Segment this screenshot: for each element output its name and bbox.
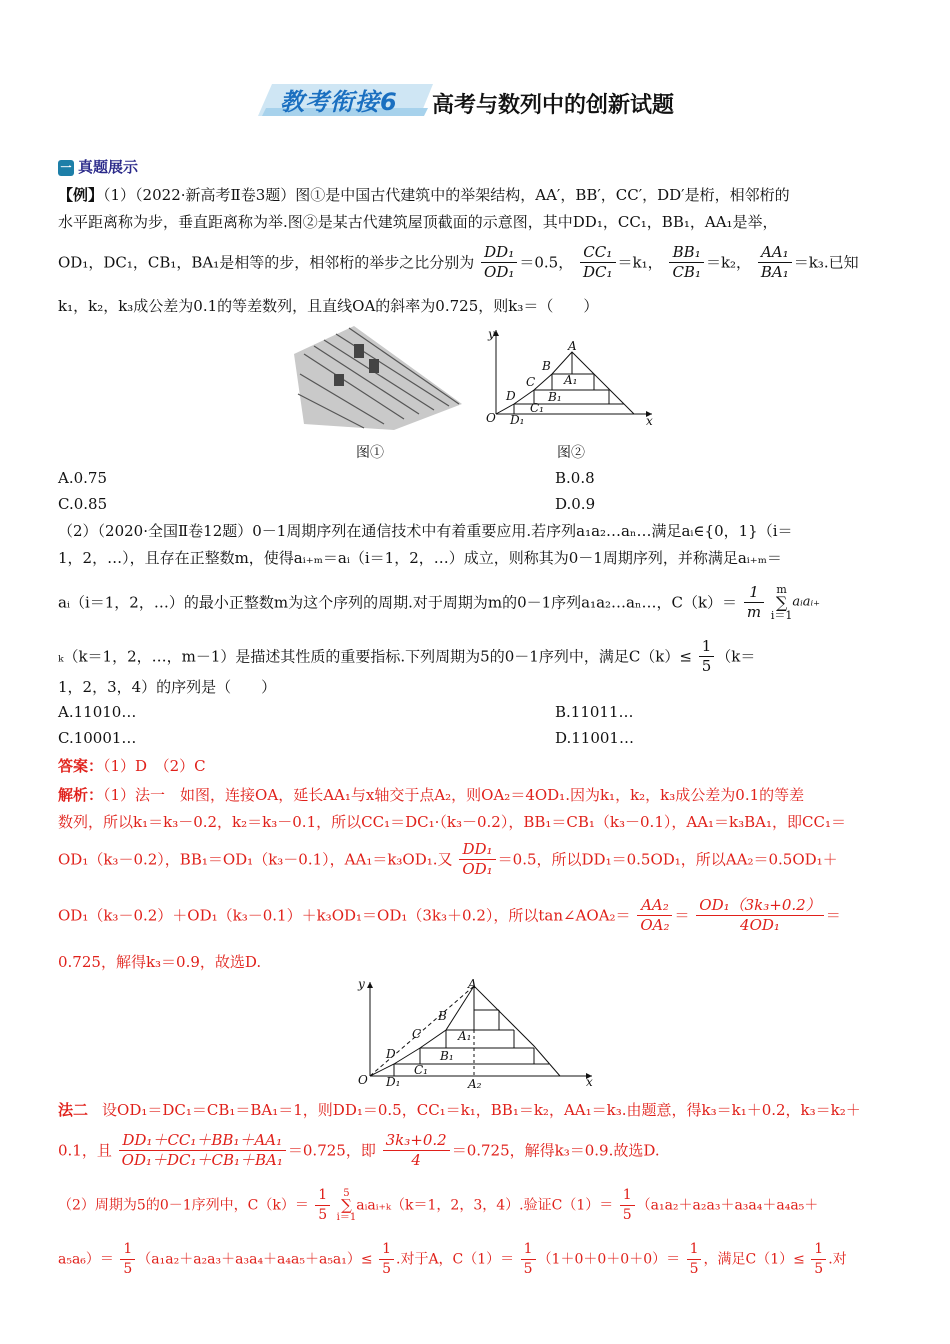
example-line-2: 水平距离称为步，垂直距离称为举.图②是某古代建筑屋顶截面的示意图，其中DD₁，CC₁，BB₁，AA₁是举， (58, 213, 778, 231)
fig2-label-y: y (488, 327, 495, 341)
method2-line-2: 0.1，且 $\frac{\text{DD₁＋CC₁＋BB₁＋AA₁}}{\text{OD₁＋DC₁＋CB₁＋BA₁}}$ ＝0.725，即 $\frac{\text{3k₃+0.2}}{4}$ ＝0.725，解得k₃＝0.9.故选D. (58, 1131, 660, 1169)
option-2d: D.11001… (555, 729, 634, 747)
fig2-label-b1: B₁ (548, 390, 562, 404)
fig3-label-x: x (586, 1075, 593, 1089)
example2-line-2: 1，2，…），且存在正整数m，使得aᵢ₊ₘ＝aᵢ（i＝1，2，…）成立，则称其为0－1周期序列，并称满足aᵢ₊ₘ＝ (58, 549, 782, 567)
fig2-label-a1: A₁ (564, 373, 578, 387)
example-line-4: k₁，k₂，k₃成公差为0.1的等差数列，且直线OA的斜率为0.725，则k₃＝（ ） (58, 297, 599, 315)
analysis-line-3: OD₁（k₃－0.2），BB₁＝OD₁（k₃－0.1），AA₁＝k₃OD₁.又 $\frac{\text{DD₁}}{\text{OD₁}}$ ＝0.5，所以DD₁＝0.5OD₁，所以AA₂＝0.5OD₁＋ (58, 840, 838, 878)
figure-2-caption: 图② (557, 445, 585, 461)
option-2c: C.10001… (58, 729, 137, 747)
fig3-label-a2: A₂ (468, 1077, 482, 1090)
figure-1-caption: 图① (356, 445, 384, 461)
fig2-label-c1: C₁ (530, 401, 544, 415)
analysis2-line-1: （2）周期为5的0－1序列中，C（k）＝ $\frac{1}{5}$ 5 ∑ i＝1 aᵢaᵢ₊ₖ（k＝1，2，3，4）.验证C（1）＝ $\frac{1}{5}$ （a₁a₂＋a₂a₃＋a₃a₄＋a₄a₅＋ (58, 1187, 819, 1223)
example2-line-1: （2）（2020·全国Ⅱ卷12题）0－1周期序列在通信技术中有着重要应用.若序列a₁a₂…aₙ…满足aᵢ∈{0，1}（i＝ (58, 522, 793, 540)
fig2-label-x: x (646, 414, 653, 428)
fig3-label-y: y (358, 977, 365, 991)
option-2a: A.11010… (58, 703, 137, 721)
option-2b: B.11011… (555, 703, 634, 721)
fig3-label-c1: C₁ (414, 1063, 428, 1077)
analysis-line-2: 数列，所以k₁＝k₃－0.2，k₂＝k₃－0.1，所以CC₁＝DC₁·（k₃－0.2），BB₁＝CB₁（k₃－0.1），AA₁＝k₃BA₁，即CC₁＝ (58, 813, 846, 831)
fig3-label-o: O (358, 1073, 368, 1087)
example2-line-4: ₖ（k＝1，2，…，m－1）是描述其性质的重要指标.下列周期为5的0－1序列中，满足C（k）≤ $\frac{1}{5}$ （k＝ (58, 637, 756, 675)
fig3-label-b: B (438, 1009, 447, 1023)
fig2-label-a: A (568, 339, 577, 353)
answer: 答案：（1）D （2）C (58, 757, 206, 775)
example2-line-5: 1，2，3，4）的序列是（ ） (58, 678, 277, 696)
option-1c: C.0.85 (58, 495, 108, 513)
figure-1-roof-photo (294, 324, 462, 430)
fig3-label-a: A (468, 977, 477, 991)
option-1b: B.0.8 (555, 469, 595, 487)
fig3-label-d: D (386, 1047, 396, 1061)
analysis-line-5: 0.725，解得k₃＝0.9，故选D. (58, 953, 262, 971)
method2-line-1: 法二 设OD₁＝DC₁＝CB₁＝BA₁＝1，则DD₁＝0.5，CC₁＝k₁，BB₁＝k₂，AA₁＝k₃.由题意，得k₃＝k₁＋0.2，k₃＝k₂＋ (58, 1101, 861, 1119)
example2-line-3: aᵢ（i＝1，2，…）的最小正整数m为这个序列的周期.对于周期为m的0－1序列a₁a₂…aₙ…，C（k）＝ $\frac{1}{m}$ m ∑ i＝1 aᵢaᵢ₊ (58, 582, 820, 622)
banner-tag: 教考衔接6 (280, 88, 398, 116)
section-number-icon: 一 (58, 160, 74, 176)
section-heading: 一 真题展示 (58, 156, 138, 178)
analysis2-line-2: a₅a₆）＝ $\frac{1}{5}$ （a₁a₂＋a₂a₃＋a₃a₄＋a₄a₅＋a₅a₁）≤ $\frac{1}{5}$ .对于A，C（1）＝ $\frac{1}{5}$ （1＋0＋0＋0＋0）＝ $\frac{1}{5}$ ，满足C（1）≤ $\frac{1}{5}$ .对 (58, 1241, 847, 1277)
fig2-label-o: O (486, 411, 496, 425)
analysis-line-1: 解析：（1）法一 如图，连接OA，延长AA₁与x轴交于点A₂，则OA₂＝4OD₁.因为k₁，k₂，k₃成公差为0.1的等差 (58, 786, 805, 804)
fig2-label-d1: D₁ (510, 413, 525, 427)
figure-2-diagram (484, 326, 660, 428)
fig3-label-c: C (412, 1027, 422, 1041)
page-title: 高考与数列中的创新试题 (432, 93, 675, 118)
fig2-label-d: D (506, 389, 516, 403)
fig2-label-c: C (526, 375, 536, 389)
example-line-3: OD₁，DC₁，CB₁，BA₁是相等的步，相邻桁的举步之比分别为 $\frac{\text{DD₁}}{\text{OD₁}}$ ＝0.5， $\frac{\text{CC₁}}{\text{DC₁}}$ ＝k₁， $\frac{\text{BB₁}}{\text{CB₁}}$ ＝k₂， $\frac{\text{AA₁}}{\text{BA₁}}$ ＝k₃.已知 (58, 243, 859, 281)
fig3-label-b1: B₁ (440, 1049, 454, 1063)
banner (258, 78, 698, 120)
option-1d: D.0.9 (555, 495, 596, 513)
fig3-label-d1: D₁ (386, 1075, 401, 1089)
option-1a: A.0.75 (58, 469, 107, 487)
figure-3-diagram (354, 976, 604, 1090)
fig3-label-a1: A₁ (458, 1029, 472, 1043)
fig2-label-b: B (542, 359, 551, 373)
example-line-1: 【例】（1）（2022·新高考Ⅱ卷3题）图①是中国古代建筑中的举架结构，AA′，BB′，CC′，DD′是桁，相邻桁的 (58, 186, 790, 204)
analysis-line-4: OD₁（k₃－0.2）＋OD₁（k₃－0.1）＋k₃OD₁＝OD₁（3k₃＋0.2），所以tan∠AOA₂＝ $\frac{\text{AA₂}}{\text{OA₂}}$ ＝ $\frac{\text{OD₁（3k₃+0.2）}}{\text{4OD₁}}$ ＝ (58, 896, 841, 934)
